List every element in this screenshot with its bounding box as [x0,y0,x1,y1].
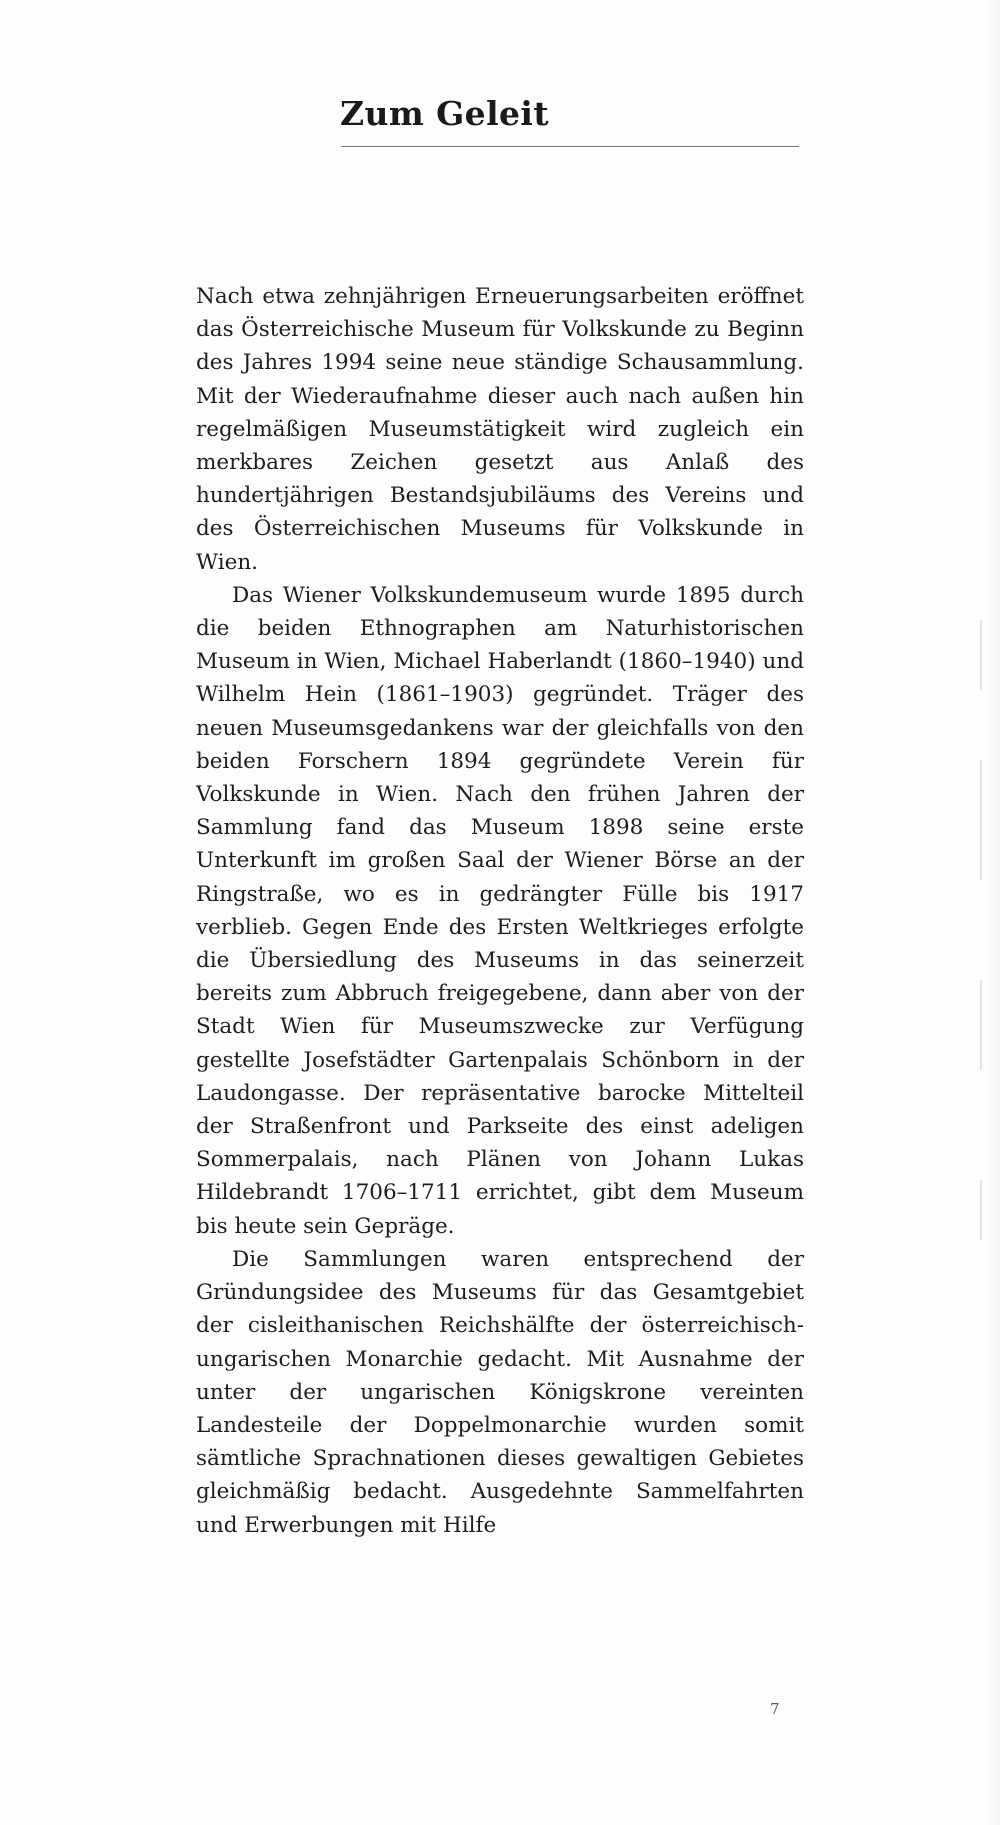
page-title: Zum Geleit [340,94,549,133]
page-number: 7 [770,1700,780,1718]
scan-artifact [980,620,982,690]
chapter-heading-block [340,96,810,147]
paragraph: Die Sammlungen waren entsprechend der Gründungsidee des Museums für das Gesamtgebiet der cisleithanischen Reichshälfte der österreichisch-ungarischen Monarchie gedacht. Mit Ausnahme der unter der ungarischen Königskrone vereinten Landesteile der Doppelmonarchie wurden somit sämtliche Sprachnationen dieses gewaltigen Gebietes gleichmäßig bedacht. Ausgedehnte Sammelfahrten und Erwerbungen mit Hilfe [196,1246,804,1538]
body-text [196,280,804,1542]
scan-edge-shadow [986,0,1000,1825]
paragraph: Das Wiener Volkskundemuseum wurde 1895 durch die beiden Ethnographen am Naturhistorischen Museum in Wien, Michael Haberlandt (1860–1940) und Wilhelm Hein (1861–1903) gegründet. Träger des neuen Museumsgedankens war der gleichfalls von den beiden Forschern 1894 gegründete Verein für Volkskunde in Wien. Nach den frühen Jahren der Sammlung fand das Museum 1898 seine erste Unterkunft im großen Saal der Wiener Börse an der Ringstraße, wo es in gedrängter Fülle bis 1917 verblieb. Gegen Ende des Ersten Weltkrieges erfolgte die Übersiedlung des Museums in das seinerzeit bereits zum Abbruch freigegebene, dann aber von der Stadt Wien für Museumszwecke zur Verfügung gestellte Josefstädter Gartenpalais Schönborn in der Laudongasse. Der repräsentative barocke Mittelteil der Straßenfront und Parkseite des einst adeligen Sommerpalais, nach Plänen von Johann Lukas Hildebrandt 1706–1711 errichtet, gibt dem Museum bis heute sein Gepräge. [196,582,804,1239]
title-divider [341,146,799,147]
scan-artifact [980,980,982,1070]
paragraph: Nach etwa zehnjährigen Erneuerungsarbeiten eröffnet das Österreichische Museum für Volkskunde zu Beginn des Jahres 1994 seine neue ständige Schausammlung. Mit der Wiederaufnahme dieser auch nach außen hin regelmäßigen Museumstätigkeit wird zugleich ein merkbares Zeichen gesetzt aus Anlaß des hundertjährigen Bestandsjubiläums des Vereins und des Österreichischen Museums für Volkskunde in Wien. [196,284,804,575]
scan-artifact [980,1180,982,1240]
scan-artifact [980,760,982,880]
